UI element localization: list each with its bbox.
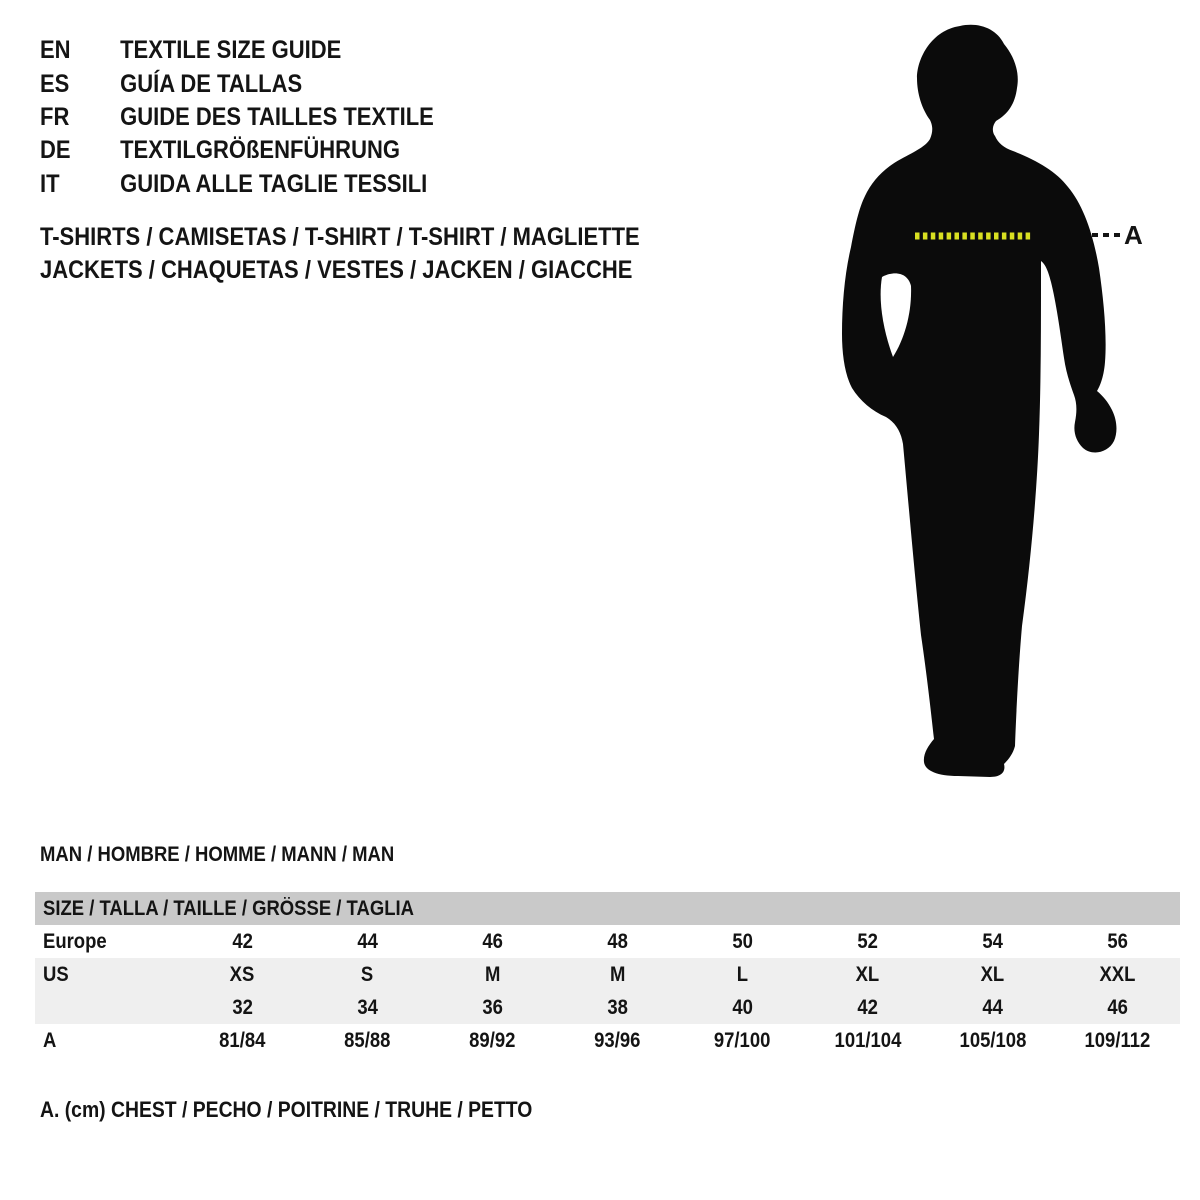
- size-cell: 54: [982, 929, 1003, 953]
- language-code: DE: [40, 136, 71, 165]
- language-label: TEXTILGRÖßENFÜHRUNG: [120, 136, 400, 165]
- silhouette-body: [842, 25, 1116, 777]
- size-cell: 97/100: [714, 1028, 771, 1052]
- size-cell: M: [609, 962, 626, 986]
- language-label: TEXTILE SIZE GUIDE: [120, 36, 342, 65]
- size-cell: 40: [732, 995, 753, 1019]
- size-cell: S: [361, 962, 374, 986]
- language-row-it: [40, 168, 434, 201]
- size-cell: XS: [230, 962, 255, 986]
- size-cell: 42: [232, 929, 253, 953]
- category-line-tshirts: T-SHIRTS / CAMISETAS / T-SHIRT / T-SHIRT / MAGLIETTE: [40, 223, 640, 251]
- language-code: ES: [40, 69, 70, 98]
- language-label: GUIDA ALLE TAGLIE TESSILI: [120, 169, 428, 198]
- size-cell: XL: [980, 962, 1005, 986]
- row-label: A: [43, 1028, 57, 1052]
- language-code: FR: [40, 102, 70, 131]
- size-cell: 109/112: [1084, 1028, 1151, 1052]
- size-cell: 36: [482, 995, 503, 1019]
- language-title-block: [40, 34, 488, 201]
- size-cell: 56: [1107, 929, 1128, 953]
- size-cell: 81/84: [219, 1028, 266, 1052]
- language-row-fr: [40, 101, 434, 134]
- size-cell: 93/96: [594, 1028, 641, 1052]
- size-cell: 52: [857, 929, 878, 953]
- size-cell: 105/108: [959, 1028, 1026, 1052]
- row-label: US: [43, 962, 69, 986]
- row-label: [35, 996, 180, 1020]
- section-title-man: MAN / HOMBRE / HOMME / MANN / MAN: [40, 843, 395, 866]
- language-row-de: [40, 134, 434, 167]
- table-row-us: [35, 958, 1180, 991]
- size-table: [35, 892, 1180, 1057]
- table-row-chest-a: [35, 1024, 1180, 1057]
- size-cell: 46: [1107, 995, 1128, 1019]
- language-label: GUIDE DES TAILLES TEXTILE: [120, 102, 434, 131]
- size-cell: 44: [357, 929, 378, 953]
- size-cell: M: [484, 962, 501, 986]
- size-cell: 48: [607, 929, 628, 953]
- size-cell: 46: [482, 929, 503, 953]
- category-line-jackets: JACKETS / CHAQUETAS / VESTES / JACKEN / GIACCHE: [40, 256, 633, 284]
- size-cell: 44: [982, 995, 1003, 1019]
- table-row-europe: [35, 925, 1180, 958]
- man-silhouette-figure: [820, 20, 1150, 790]
- language-code: IT: [40, 169, 60, 198]
- language-row-es: [40, 67, 434, 100]
- category-block: [40, 221, 721, 287]
- size-cell: 32: [232, 995, 253, 1019]
- size-cell: 101/104: [834, 1028, 901, 1052]
- language-label: GUÍA DE TALLAS: [120, 69, 303, 98]
- size-cell: XL: [855, 962, 880, 986]
- size-cell: L: [736, 962, 749, 986]
- size-cell: XXL: [1099, 962, 1136, 986]
- row-label: Europe: [43, 929, 107, 953]
- size-table-header: SIZE / TALLA / TAILLE / GRÖSSE / TAGLIA: [35, 892, 1180, 925]
- measure-label-a: A: [1124, 220, 1143, 250]
- language-row-en: [40, 34, 434, 67]
- measurement-footnote: A. (cm) CHEST / PECHO / POITRINE / TRUHE / PETTO: [40, 1097, 533, 1122]
- size-cell: 85/88: [344, 1028, 391, 1052]
- size-cell: 38: [607, 995, 628, 1019]
- size-cell: 34: [357, 995, 378, 1019]
- size-cell: 50: [732, 929, 753, 953]
- size-cell: 42: [857, 995, 878, 1019]
- size-cell: 89/92: [469, 1028, 516, 1052]
- table-row-numeric: [35, 991, 1180, 1024]
- language-code: EN: [40, 36, 71, 65]
